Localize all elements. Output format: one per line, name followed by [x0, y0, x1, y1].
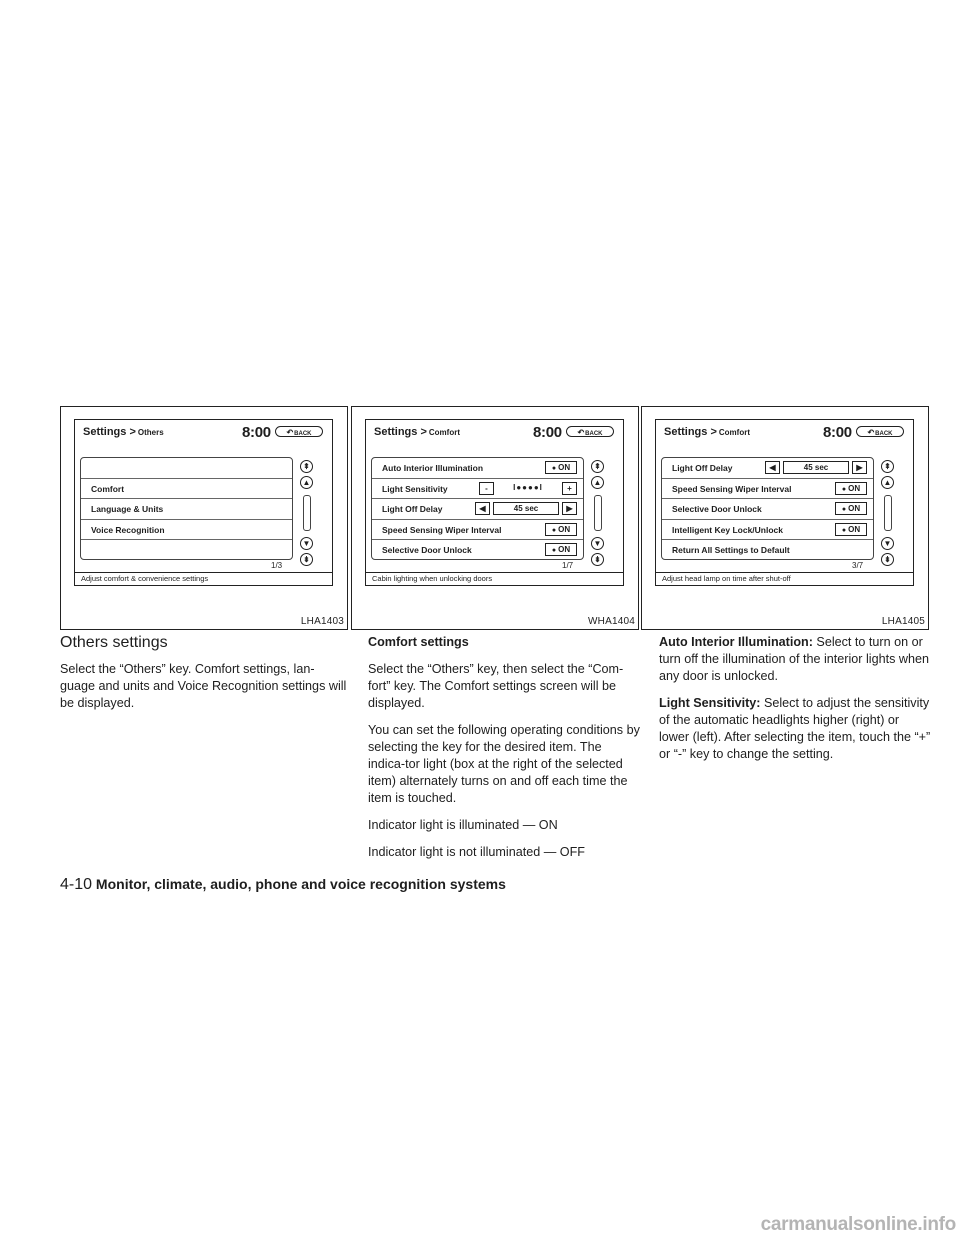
term: Auto Interior Illumination: — [659, 635, 813, 649]
scrollbar[interactable] — [591, 460, 605, 566]
delay-value: 45 sec — [493, 502, 559, 515]
menu-list — [661, 457, 874, 560]
screen-title-text: Settings > — [83, 426, 136, 438]
description-light-sensitivity — [659, 695, 931, 763]
delay-value: 45 sec — [783, 461, 849, 474]
screen-title-text: Settings > — [374, 426, 427, 438]
paragraph: Indicator light is illuminated — ON — [368, 818, 558, 832]
page-footer — [60, 876, 506, 894]
screen-title-text: Settings > — [664, 426, 717, 438]
menu-item-label: Light Sensitivity — [382, 483, 448, 494]
screen-subtitle: Comfort — [428, 428, 460, 437]
scroll-down-icon[interactable]: ▼ — [300, 537, 313, 550]
delay-control — [765, 461, 867, 474]
scroll-bottom-icon[interactable]: ⇟ — [300, 553, 313, 566]
screen-subtitle: Comfort — [718, 428, 750, 437]
section-heading-others: Others settings — [60, 634, 168, 651]
clock: 8:00 — [823, 424, 852, 441]
status-bar: Cabin lighting when unlocking doors — [366, 572, 623, 585]
paragraph: Select the “Others” key, then select the “Com-fort” key. The Comfort settings screen will be displayed. — [368, 662, 624, 710]
screen-title — [374, 426, 460, 438]
menu-item-speed-sensing-wiper[interactable] — [662, 479, 873, 500]
scroll-up-icon[interactable]: ▲ — [881, 476, 894, 489]
paragraph: Select the “Others” key. Comfort settings, lan-guage and units and Voice Recognition settings will be displayed. — [60, 662, 347, 710]
back-button[interactable]: ↶ BACK — [275, 426, 323, 437]
scroll-track[interactable] — [594, 495, 602, 531]
right-arrow-icon[interactable]: ▶ — [562, 502, 577, 515]
scroll-track[interactable] — [884, 495, 892, 531]
figure-label: LHA1405 — [881, 616, 925, 627]
definition: Select to adjust the sensitivity of the automatic headlights higher (right) or lower (left). After selecting the item, touch the “+” or “-” key to change the setting. — [659, 696, 931, 761]
menu-list — [371, 457, 584, 560]
scroll-up-icon[interactable]: ▲ — [591, 476, 604, 489]
indicator-on-button[interactable]: ● ON — [545, 543, 577, 556]
scroll-top-icon[interactable]: ⇞ — [300, 460, 313, 473]
menu-item-label: Intelligent Key Lock/Unlock — [672, 524, 783, 535]
scroll-down-icon[interactable]: ▼ — [881, 537, 894, 550]
paragraph: You can set the following operating conditions by selecting the key for the desired item. The indica-tor light (box at the right of the selected item) alternately turns on and off each time the item is touched. — [368, 723, 640, 805]
section-heading-comfort: Comfort settings — [368, 635, 469, 649]
definition: Select to turn on or turn off the illumination of the interior lights when any door is unlocked. — [659, 635, 929, 683]
term: Light Sensitivity: — [659, 696, 761, 710]
scrollbar[interactable] — [881, 460, 895, 566]
indicator-on-button[interactable]: ● ON — [545, 523, 577, 536]
menu-item-voice-recognition[interactable]: Voice Recognition — [81, 520, 292, 541]
plus-button[interactable]: + — [562, 482, 577, 495]
screen-header — [366, 420, 623, 444]
column-settings-descriptions — [659, 634, 931, 773]
menu-item-return-defaults[interactable] — [662, 540, 873, 560]
indicator-on-button[interactable]: ● ON — [835, 502, 867, 515]
scroll-top-icon[interactable]: ⇞ — [591, 460, 604, 473]
menu-item-selective-door-unlock[interactable] — [662, 499, 873, 520]
menu-item-light-off-delay[interactable] — [662, 458, 873, 479]
menu-item-label: Speed Sensing Wiper Interval — [382, 524, 502, 535]
scroll-bottom-icon[interactable]: ⇟ — [591, 553, 604, 566]
page-indicator: 3/7 — [852, 561, 864, 570]
scroll-bottom-icon[interactable]: ⇟ — [881, 553, 894, 566]
menu-item-light-off-delay[interactable] — [372, 499, 583, 520]
page-number: 4-10 — [60, 876, 93, 893]
screen-title — [83, 426, 164, 438]
figure-label: WHA1404 — [588, 616, 635, 627]
status-bar: Adjust comfort & convenience settings — [75, 572, 332, 585]
sensitivity-meter: I●●●●I — [513, 482, 543, 492]
chapter-title: Monitor, climate, audio, phone and voice recognition systems — [95, 876, 506, 892]
menu-item-label: Selective Door Unlock — [382, 545, 472, 556]
menu-item-selective-door-unlock[interactable] — [372, 540, 583, 560]
figure-comfort-screen-3 — [641, 406, 929, 630]
watermark: carmanualsonline.info — [760, 1214, 956, 1235]
menu-item-label: Light Off Delay — [382, 504, 443, 515]
scroll-up-icon[interactable]: ▲ — [300, 476, 313, 489]
minus-button[interactable]: - — [479, 482, 494, 495]
scrollbar[interactable] — [300, 460, 314, 566]
menu-item-speed-sensing-wiper[interactable] — [372, 520, 583, 541]
indicator-on-button[interactable]: ● ON — [835, 523, 867, 536]
column-others-text — [60, 661, 348, 722]
right-arrow-icon[interactable]: ▶ — [852, 461, 867, 474]
display-screen — [365, 419, 624, 586]
figure-label: LHA1403 — [300, 616, 344, 627]
menu-item-label: Speed Sensing Wiper Interval — [672, 483, 792, 494]
page-indicator: 1/7 — [562, 561, 574, 570]
back-button[interactable]: ↶ BACK — [856, 426, 904, 437]
status-bar: Adjust head lamp on time after shut-off — [656, 572, 913, 585]
paragraph: Indicator light is not illuminated — OFF — [368, 845, 585, 859]
scroll-down-icon[interactable]: ▼ — [591, 537, 604, 550]
page-indicator: 1/3 — [271, 561, 283, 570]
menu-item-blank — [81, 458, 292, 479]
display-screen — [655, 419, 914, 586]
screen-title — [664, 426, 750, 438]
sensitivity-control — [479, 482, 577, 495]
screen-header — [75, 420, 332, 444]
back-button[interactable]: ↶ BACK — [566, 426, 614, 437]
description-auto-interior — [659, 634, 931, 685]
figure-others-screen — [60, 406, 348, 630]
screen-subtitle: Others — [137, 428, 164, 437]
scroll-top-icon[interactable]: ⇞ — [881, 460, 894, 473]
clock: 8:00 — [533, 424, 562, 441]
left-arrow-icon[interactable]: ◀ — [475, 502, 490, 515]
indicator-on-button[interactable]: ● ON — [545, 461, 577, 474]
indicator-on-button[interactable]: ● ON — [835, 482, 867, 495]
menu-item-auto-interior-illumination[interactable] — [372, 458, 583, 479]
menu-item-light-sensitivity[interactable] — [372, 479, 583, 500]
menu-list — [80, 457, 293, 560]
menu-item-label: Selective Door Unlock — [672, 504, 762, 515]
screen-header — [656, 420, 913, 444]
display-screen — [74, 419, 333, 586]
left-arrow-icon[interactable]: ◀ — [765, 461, 780, 474]
delay-control — [475, 502, 577, 515]
menu-item-label: Return All Settings to Default — [672, 545, 790, 556]
clock: 8:00 — [242, 424, 271, 441]
figure-comfort-screen-1 — [351, 406, 639, 630]
column-comfort-text — [368, 634, 640, 871]
menu-item-label: Light Off Delay — [672, 463, 733, 473]
menu-item-language-units[interactable]: Language & Units — [81, 499, 292, 520]
menu-item-intelligent-key[interactable] — [662, 520, 873, 541]
menu-item-label: Auto Interior Illumination — [382, 463, 484, 473]
menu-item-comfort[interactable]: Comfort — [81, 479, 292, 500]
scroll-track[interactable] — [303, 495, 311, 531]
menu-item-blank — [81, 540, 292, 560]
